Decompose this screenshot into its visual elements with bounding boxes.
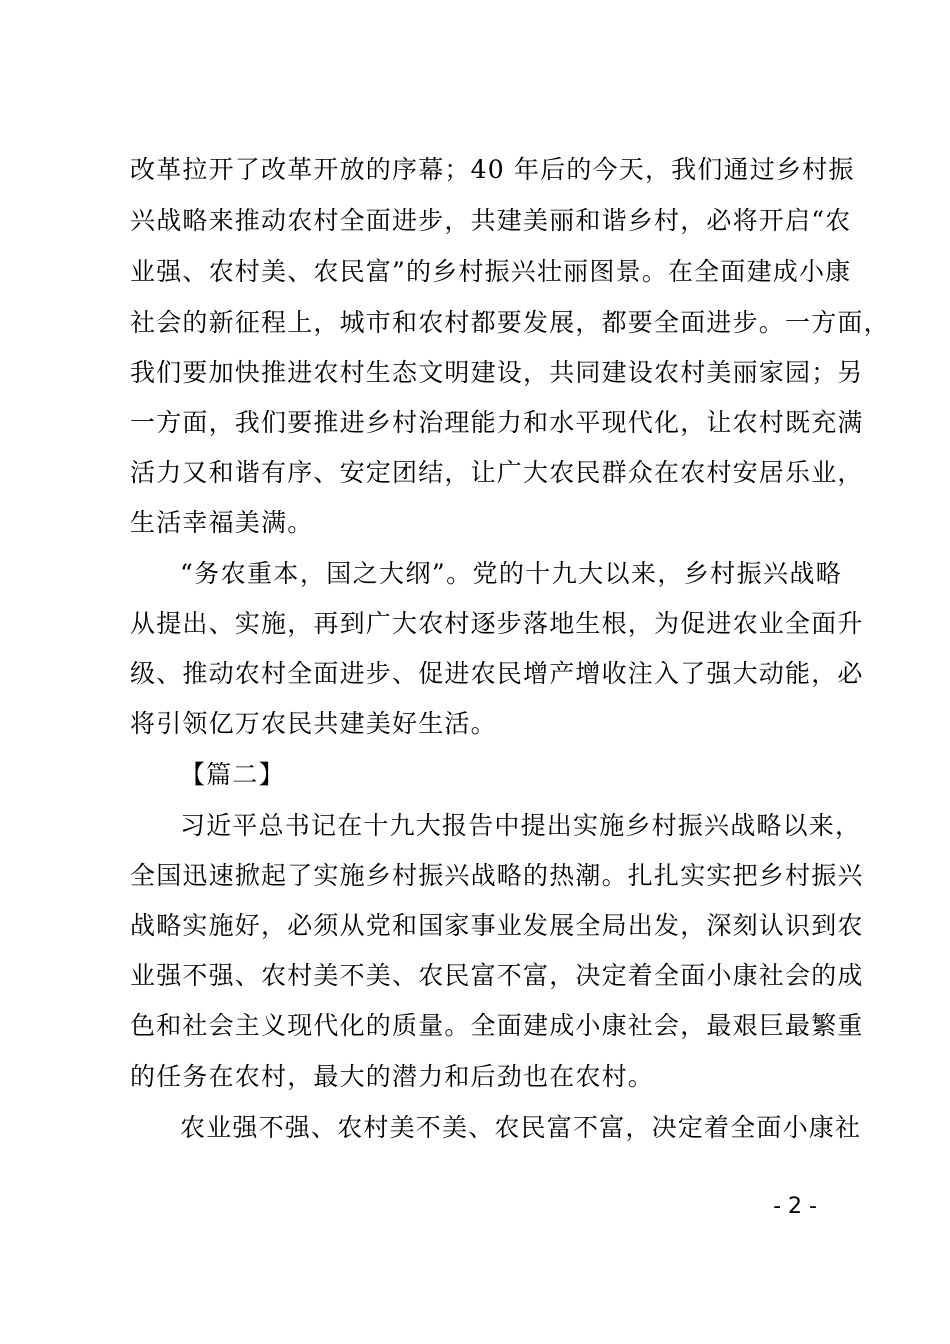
paragraph-start-line: “务农重本，国之大纲”。党的十九大以来，乡村振兴战略	[180, 559, 842, 588]
body-text-line: 社会的新征程上，城市和农村都要发展，都要全面进步。一方面，	[130, 308, 890, 337]
section-heading: 【篇二】	[180, 760, 285, 789]
body-text-line: 级、推动农村全面进步、促进农民增产增收注入了强大动能，必	[130, 659, 864, 688]
body-text-line: 将引领亿万农民共建美好生活。	[130, 709, 497, 738]
body-text-line: 战略实施好，必须从党和国家事业发展全局出发，深刻认识到农	[130, 911, 864, 940]
body-text-line: 我们要加快推进农村生态文明建设，共同建设农村美丽家园；另	[130, 358, 864, 387]
paragraph-start-line: 习近平总书记在十九大报告中提出实施乡村振兴战略以来，	[180, 811, 862, 840]
body-text-line: 业强、农村美、农民富”的乡村振兴壮丽图景。在全面建成小康	[130, 257, 852, 286]
body-text-line: 活力又和谐有序、安定团结，让广大农民群众在农村安居乐业，	[130, 458, 864, 487]
body-text-line: 改革拉开了改革开放的序幕；40 年后的今天，我们通过乡村振	[130, 155, 855, 184]
body-text-line: 一方面，我们要推进乡村治理能力和水平现代化，让农村既充满	[130, 408, 864, 437]
body-text-line: 全国迅速掀起了实施乡村振兴战略的热潮。扎扎实实把乡村振兴	[130, 861, 864, 890]
body-text-line: 色和社会主义现代化的质量。全面建成小康社会，最艰巨最繁重	[130, 1011, 864, 1040]
body-text-line: 兴战略来推动农村全面进步，共建美丽和谐乡村，必将开启“农	[130, 206, 852, 235]
page-number: - 2 -	[773, 1194, 817, 1219]
paragraph-start-line: 农业强不强、农村美不美、农民富不富，决定着全面小康社	[180, 1113, 862, 1142]
body-text-line: 从提出、实施，再到广大农村逐步落地生根，为促进农业全面升	[130, 609, 864, 638]
body-text-line: 业强不强、农村美不美、农民富不富，决定着全面小康社会的成	[130, 961, 864, 990]
body-text-line: 的任务在农村，最大的潜力和后劲也在农村。	[130, 1062, 655, 1091]
body-text-line: 生活幸福美满。	[130, 508, 314, 537]
